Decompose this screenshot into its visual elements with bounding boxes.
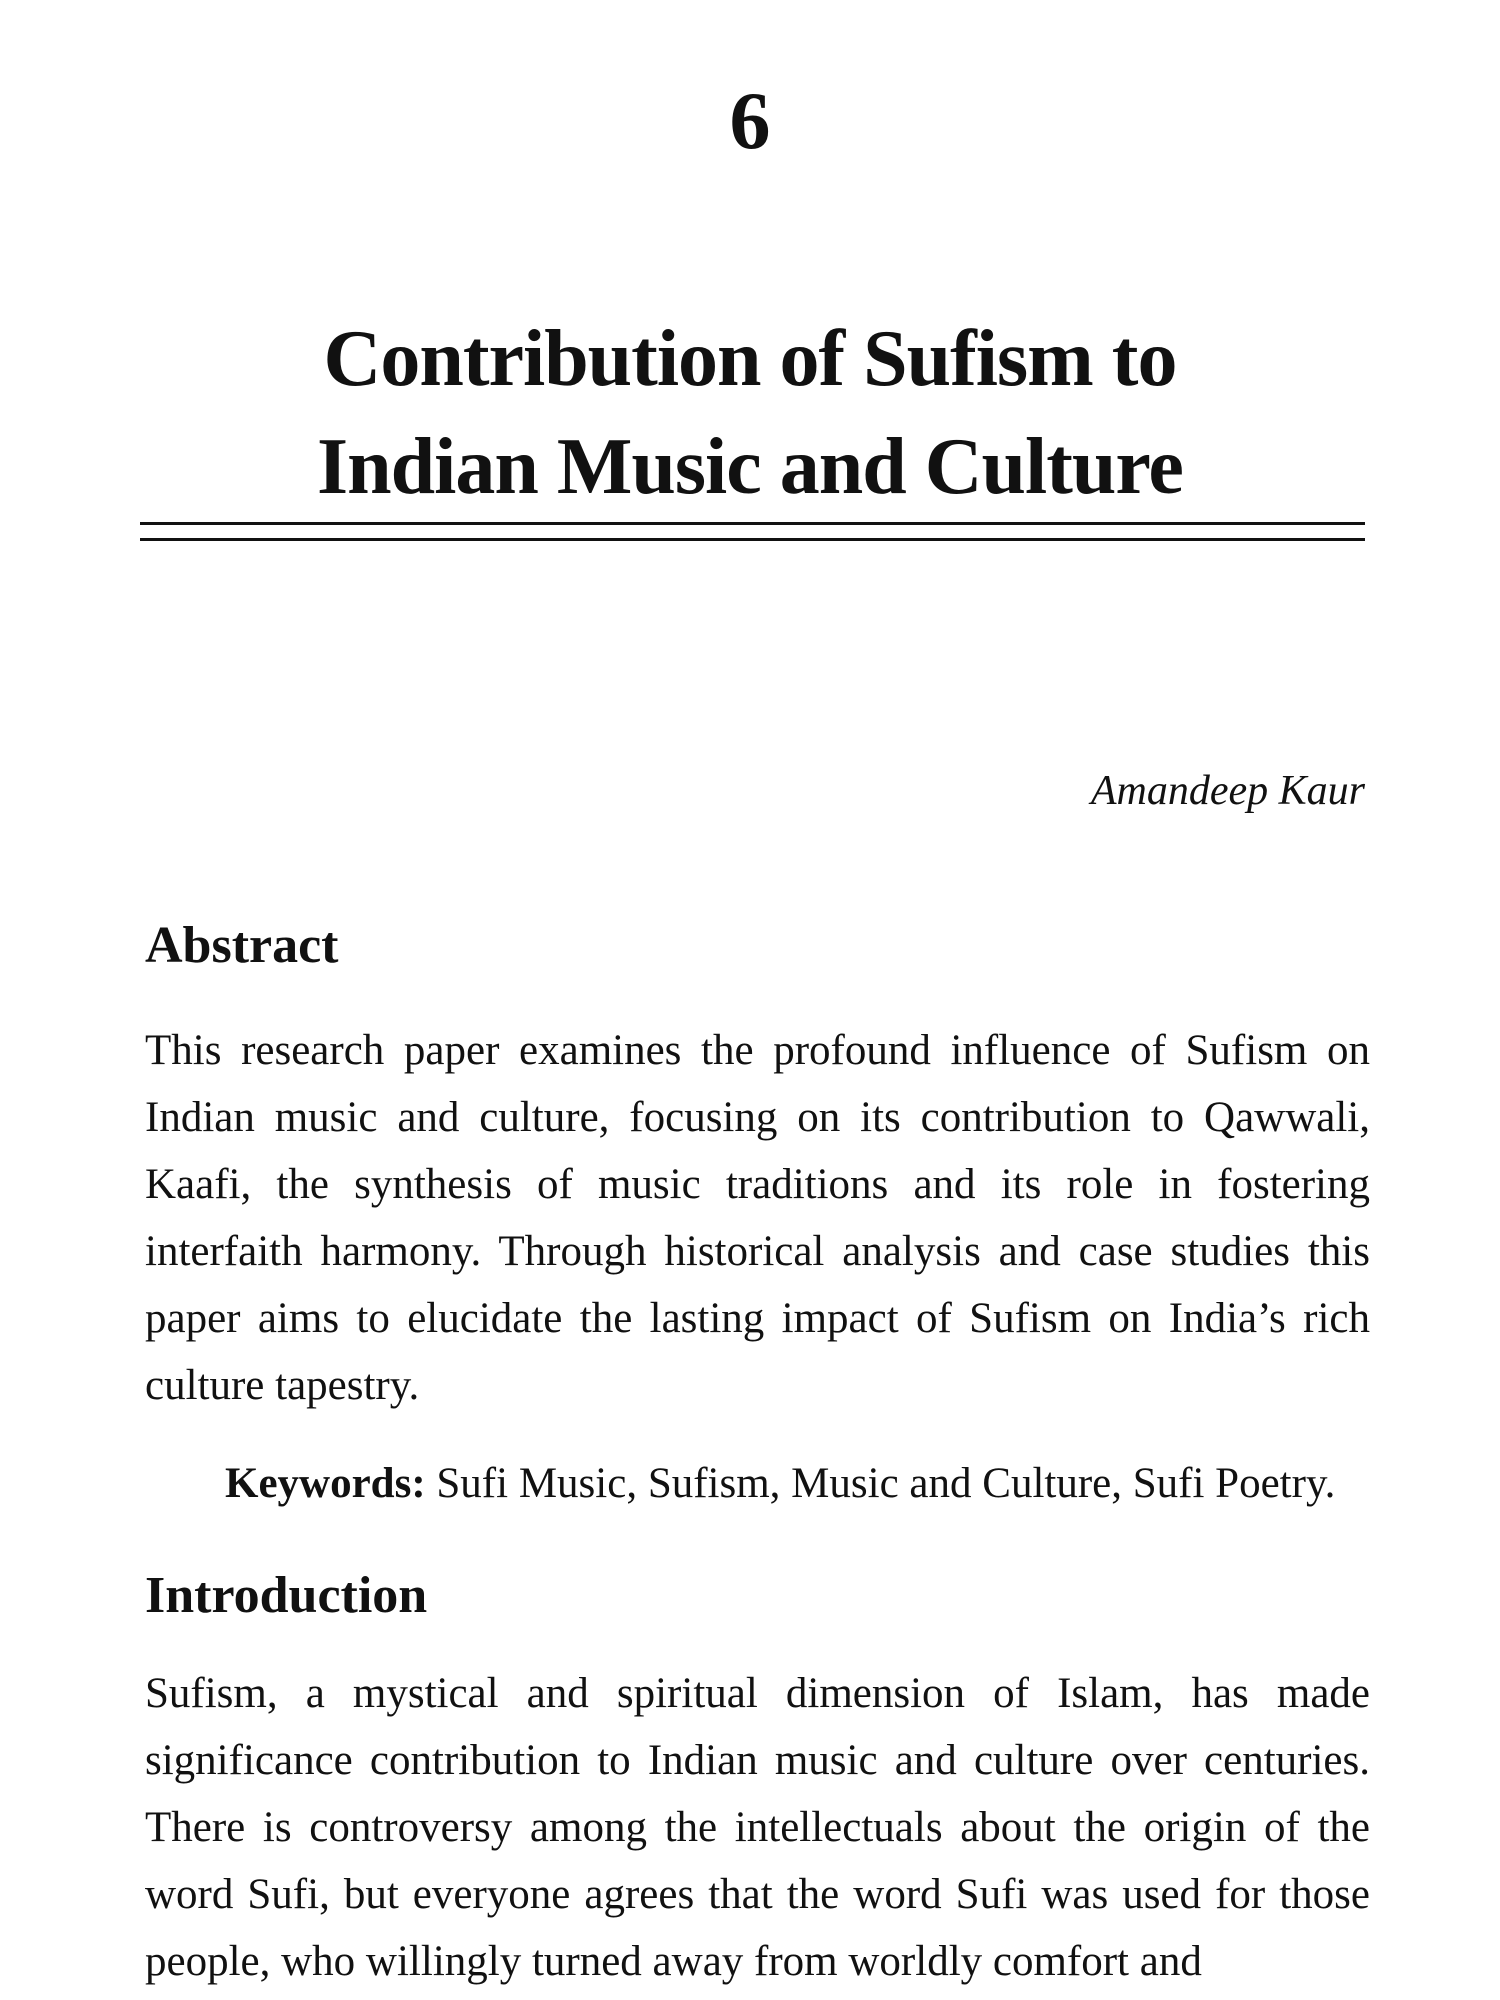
introduction-heading: Introduction [145, 1567, 428, 1624]
keywords-list: Sufi Music, Sufism, Music and Culture, Sufi Poetry. [436, 1460, 1336, 1507]
chapter-number: 6 [729, 75, 771, 166]
author-name: Amandeep Kaur [1090, 768, 1365, 814]
introduction-body: Sufism, a mystical and spiritual dimension of Islam, has made significance contribution to Indian music and culture over centuries. There is controversy among the intellectuals about the origin of the word Sufi, but everyone agrees that the word Sufi was used for those people, who willingly turned away from worldly comfort and [145, 1670, 1370, 1985]
keywords-label: Keywords: [225, 1460, 426, 1507]
chapter-title-line-1: Contribution of Sufism to [323, 315, 1177, 403]
chapter-title [150, 305, 1350, 521]
chapter-title-line-2: Indian Music and Culture [317, 423, 1183, 511]
title-rule-bottom [140, 538, 1365, 541]
abstract-body: This research paper examines the profound influence of Sufism on Indian music and culture, focusing on its contribution to Qawwali, Kaafi, the synthesis of music traditions and its role in fostering interfaith harmony. Through historical analysis and case studies this paper aims to elucidate the lasting impact of Sufism on India’s rich culture tapestry. [145, 1027, 1370, 1409]
title-rule-top [140, 522, 1365, 525]
abstract-heading: Abstract [145, 917, 339, 974]
keywords-line [225, 1450, 1370, 1517]
